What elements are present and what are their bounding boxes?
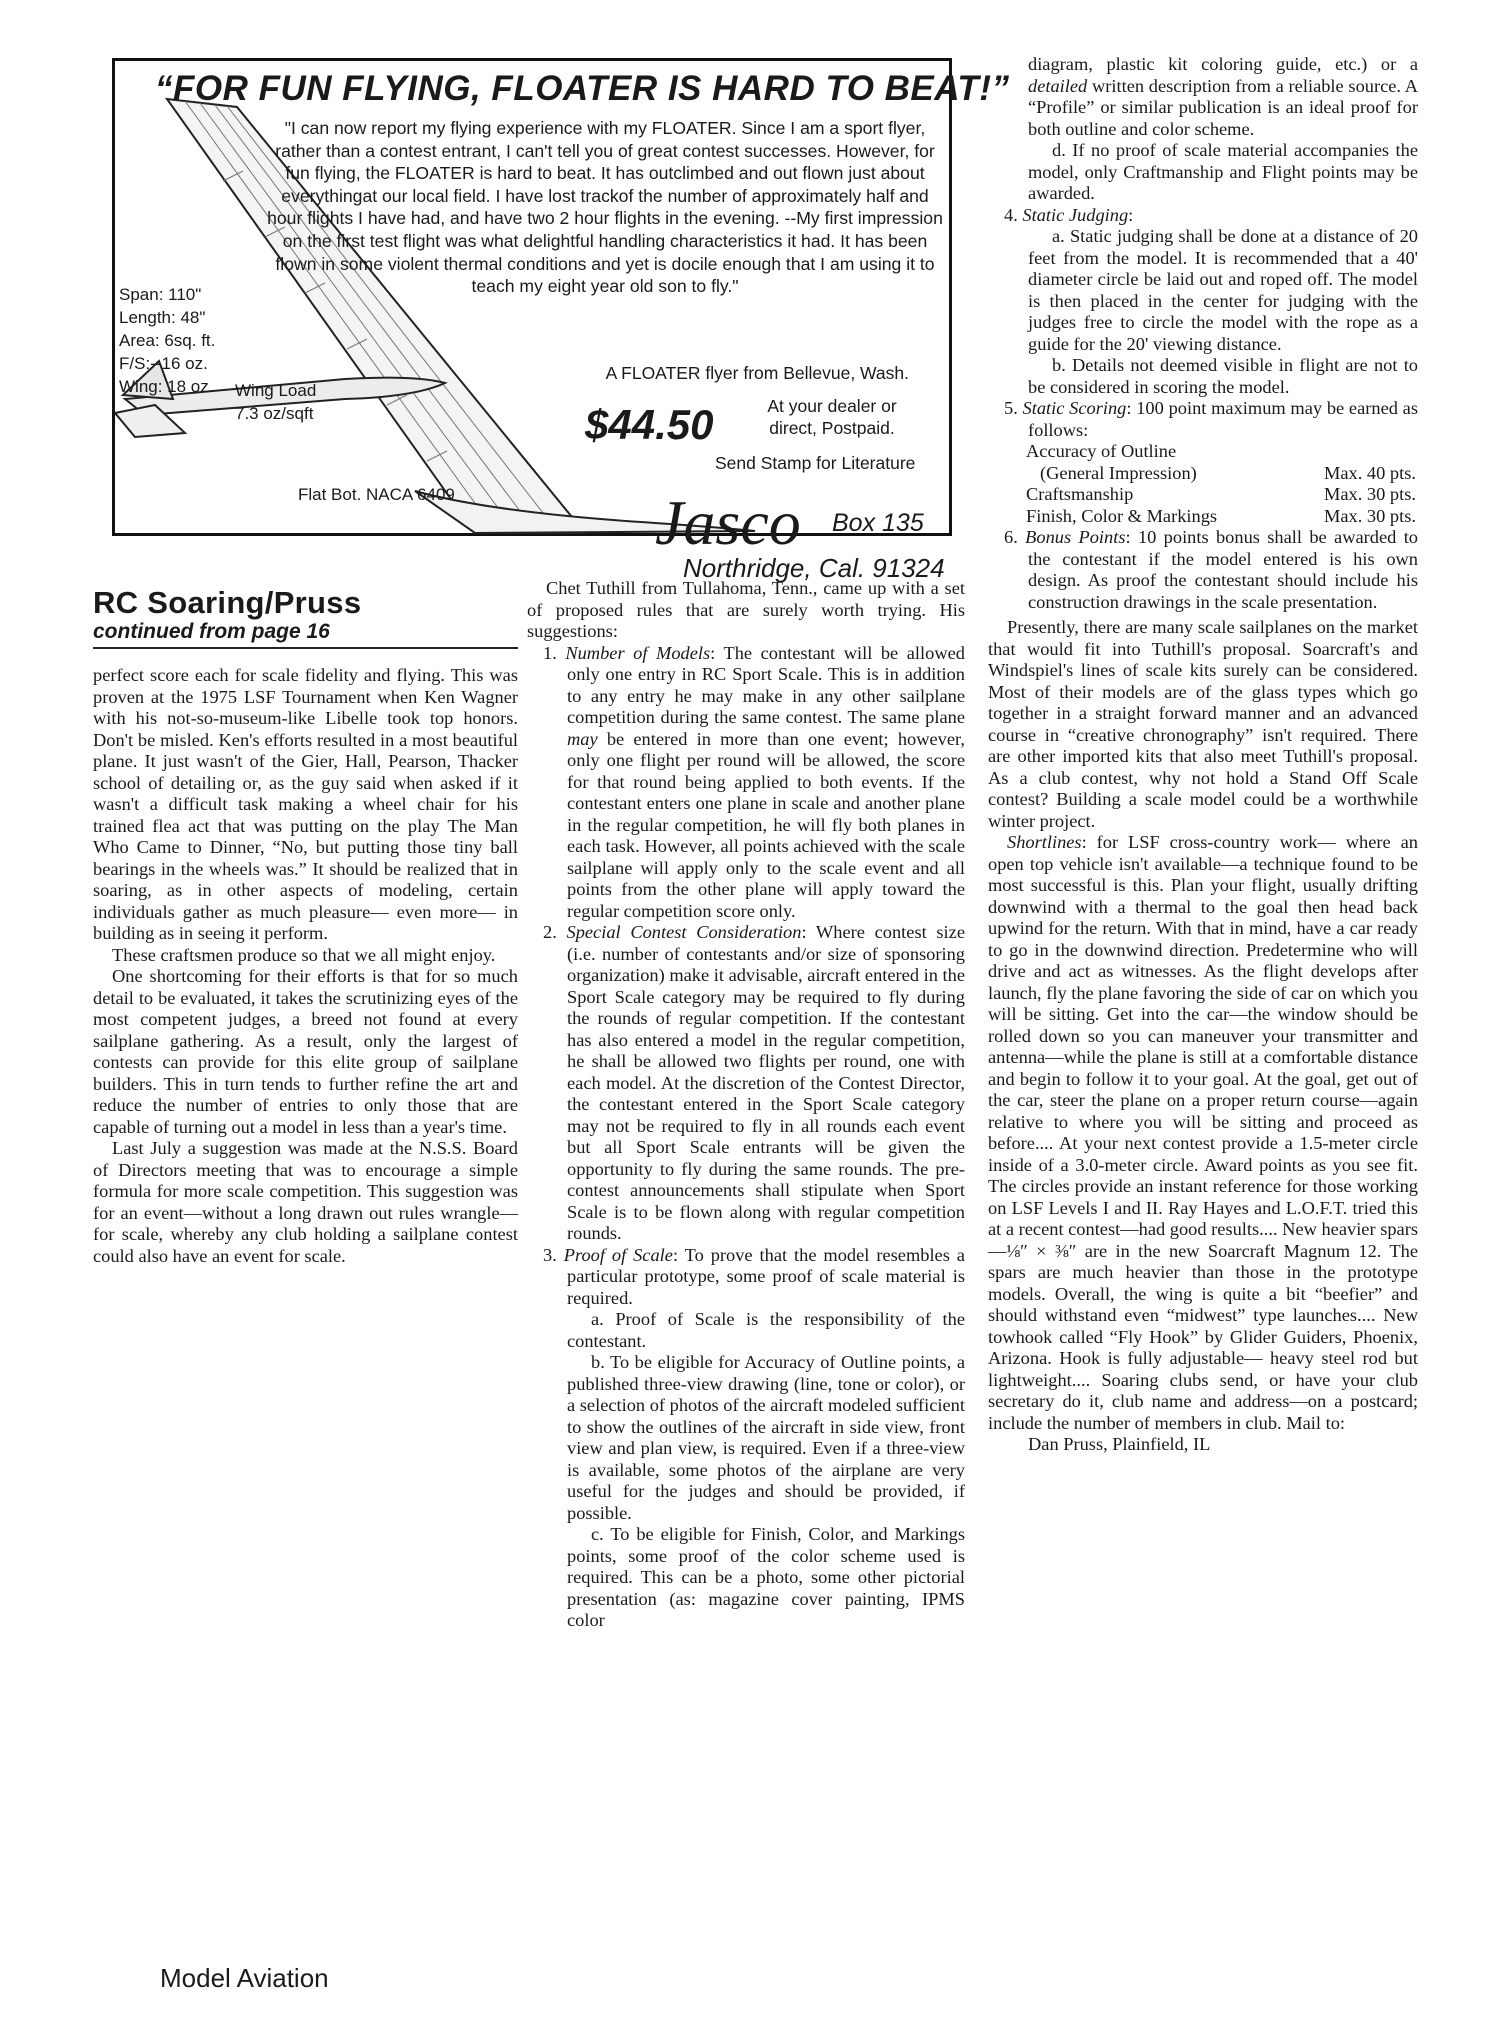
ad-headline: “FOR FUN FLYING, FLOATER IS HARD TO BEAT!”	[155, 69, 1010, 108]
author-signature: Dan Pruss, Plainfield, IL	[1028, 1434, 1211, 1454]
spec-area: Area: 6sq. ft.	[119, 331, 216, 350]
score-label: (General Impression)	[1040, 462, 1197, 483]
rule-1	[527, 643, 965, 923]
rule-5-text: : 100 point maximum may be earned as follows:	[1028, 398, 1418, 440]
spec-fs: F/S:--16 oz.	[119, 354, 208, 373]
score-value: Max. 30 pts.	[1324, 484, 1416, 504]
rule-3d: d. If no proof of scale material accompanies the model, only Craftmanship and Flight points may be awarded.	[1028, 140, 1418, 203]
score-row	[988, 506, 1418, 528]
section-subtitle: continued from page 16	[93, 620, 330, 643]
rule-3c-detailed: detailed	[1028, 75, 1088, 96]
ad-testimonial-attribution: A FLOATER flyer from Bellevue, Wash.	[605, 363, 909, 383]
score-row	[988, 441, 1418, 463]
column-1	[93, 665, 518, 1267]
rule-1-number: 1.	[543, 642, 557, 663]
ad-airfoil: Flat Bot. NACA 6409	[298, 485, 455, 504]
col2-intro: Chet Tuthill from Tullahoma, Tenn., came up with a set of proposed rules that are surely worth trying. His suggestions:	[527, 578, 965, 641]
rule-3a: a. Proof of Scale is the responsibility of the contestant.	[567, 1309, 965, 1351]
shortlines-title: Shortlines	[1007, 832, 1082, 852]
wing-load-label: Wing Load	[235, 381, 317, 400]
ad-stamp-note: Send Stamp for Literature	[715, 453, 916, 473]
rule-4b: b. Details not deemed visible in flight are not to be considered in scoring the model.	[1028, 355, 1418, 397]
rule-4-title: Static Judging	[1022, 204, 1129, 225]
column-3	[988, 54, 1418, 1456]
rule-4-number: 4.	[1004, 204, 1018, 225]
rule-5	[988, 398, 1418, 441]
rule-3-number: 3.	[543, 1244, 557, 1265]
ad-box-number: Box 135	[832, 509, 924, 537]
rule-6-text: : 10 points bonus shall be awarded to the contestant if the model entered is his own design. As proof the contestant should include his construction drawings in the scale presentation.	[1028, 527, 1418, 612]
rule-6-title: Bonus Points	[1025, 527, 1126, 547]
score-value: Max. 30 pts.	[1324, 505, 1416, 526]
rule-5-title: Static Scoring	[1022, 398, 1127, 418]
rule-3-text: : To prove that the model resembles a particular prototype, some proof of scale material is required.	[567, 1244, 965, 1308]
ad-brand-logo: Jasco	[655, 487, 801, 558]
ad-specs	[119, 283, 215, 398]
ad-price: $44.50	[585, 401, 714, 448]
score-value: Max. 40 pts.	[1324, 462, 1416, 483]
score-label: Craftsmanship	[1026, 484, 1134, 504]
rule-2-title: Special Contest Consideration	[566, 922, 802, 942]
col1-paragraph-2: These craftsmen produce so that we all might enjoy.	[112, 944, 496, 965]
score-row	[988, 484, 1418, 506]
rule-2	[527, 922, 965, 1245]
column-2	[527, 578, 965, 1632]
rule-1-text-b: be entered in more than one event; however, only one flight per round will be allowed, the score for that round being applied to both events. If the contestant enters one plane in scale and another plane in the regular competition, he will fly both planes in each task. However, all points achieved with the scale sailplane will apply only to the scale event and all points from the other plane will apply toward the regular competition score only.	[567, 728, 965, 921]
ad-testimonial: "I can now report my flying experience with my FLOATER. Since I am a sport flyer, rather than a contest entrant, I can't tell you of great contest successes. However, for fun flying, the FLOATER is hard to beat. It has outclimbed and out flown just about everythingat our local field. I have lost trackof the number of approximately half and hour flights I have had, and have two 2 hour flights in the evening. --My first impression on the first test flight was what delightful handling characteristics it had. It has been flown in some violent thermal conditions and yet is docile enough that I am using it to teach my eight year old son to fly."	[267, 118, 943, 297]
col1-paragraph-1: perfect score each for scale fidelity and flying. This was proven at the 1975 LSF Tournament when Ken Wagner with his not-so-museum-like Libelle took top honors. Don't be misled. Ken's efforts resulted in a most beautiful plane. It just wasn't of the Gier, Hall, Pearson, Thacker school of detailing or, as the guy said when asked if it wasn't a difficult task making a wheel chair for his trained flea act that was putting on the play The Man Who Came to Dinner, “No, but putting those tiny ball bearings in the wheels was.” It should be realized that in soaring, as in other aspects of modeling, certain individuals gather as much pleasure— even more— in building as in seeing it perform.	[93, 665, 518, 943]
rule-4a: a. Static judging shall be done at a distance of 20 feet from the model. It is recommended that a 40' diameter circle be laid out and roped off. The model is then placed in the center for judging with the judges free to circle the model with the rope as a guide for the 20' viewing distance.	[1028, 226, 1418, 354]
spec-length: Length: 48"	[119, 308, 206, 327]
rule-1-text-a: : The contestant will be allowed only one entry in RC Sport Scale. This is in addition to any entry he may make in any other sailplane competition during the same contest. The same plane	[567, 642, 965, 727]
rule-2-number: 2.	[543, 922, 557, 942]
rule-4: 4. Static Judging:	[1004, 204, 1134, 225]
rule-3-title: Proof of Scale	[563, 1244, 673, 1265]
rule-3b: b. To be eligible for Accuracy of Outline points, a published three-view drawing (line, tone or color), or a selection of photos of the aircraft modeled sufficient to show the outlines of the aircraft in side view, front view and plan view, is required. Even if a three-view is available, some photos of the airplane are very useful for the judges and should be provided, if possible.	[567, 1352, 965, 1523]
ad-wing-load	[235, 379, 316, 425]
rule-3c-cont-a: diagram, plastic kit coloring guide, etc.) or a	[1028, 54, 1418, 74]
score-label: Accuracy of Outline	[1026, 441, 1177, 461]
score-label: Finish, Color & Markings	[1026, 505, 1218, 526]
rule-3c: c. To be eligible for Finish, Color, and Markings points, some proof of the color scheme used is required. This can be a photo, some other pictorial presentation (as: magazine cover painting, IPMS color	[567, 1524, 965, 1630]
rule-5-number: 5.	[1004, 398, 1018, 418]
score-row	[988, 463, 1418, 485]
dealer-line-2: direct, Postpaid.	[769, 418, 895, 438]
wing-load-value: 7.3 oz/sqft	[235, 404, 314, 423]
dealer-line-1: At your dealer or	[767, 396, 897, 416]
spec-span: Span: 110"	[119, 285, 202, 304]
rule-1-may: may	[567, 728, 598, 749]
rule-3c-cont-b: written description from a reliable source. A “Profile” or similar publication is an ideal proof for both outline and color scheme.	[1028, 75, 1418, 139]
section-rule	[93, 647, 518, 649]
magazine-footer: Model Aviation	[160, 1963, 329, 1993]
col1-paragraph-4: Last July a suggestion was made at the N.S.S. Board of Directors meeting that was to encourage a simple formula for more scale competition. This suggestion was for an event—without a long drawn out rules wrangle—for scale, whereby any club holding a sailplane contest could also have an event for scale.	[93, 1138, 518, 1266]
rule-3c-continued	[988, 54, 1418, 140]
floater-advertisement	[112, 58, 1010, 583]
rule-6	[988, 527, 1418, 613]
ad-address: Northridge, Cal. 91324	[683, 553, 945, 583]
shortlines-text: : for LSF cross-country work— where an open top vehicle isn't available—a technique found to be most successful is this. Plan your flight, usually drifting downwind with a thermal to the goal then head back upwind for the return. With that in mind, have a car ready to go in the downwind direction. Predetermine who will drive and act as witnesses. As the flight develops after launch, fly the plane favoring the side of car on which you will be sitting. Get into the car—the window should be rolled down so you can maneuver your transmitter and antenna—while the plane is still at a comfortable distance and begin to follow it to your goal. At the goal, get out of the car, steer the plane on a proper return course—again relative to where you will be sitting and proceed as before.... At your next contest provide a 1.5-meter circle inside of a 3.0-meter circle. Award points as you see fit. The circles provide an instant reference for those working on LSF Levels I and II. Ray Hayes and L.O.F.T. tried this at a recent contest—had good results.... New heavier spars—⅛″ × ⅜″ are in the new Soarcraft Magnum 12. The spars are much heavier than those in the prototype models. Overall, the wing is quite a bit “beefier” and should withstand even “midwest” type launches.... New towhook called “Fly Hook” by Glider Guiders, Phoenix, Arizona. Hook is fully adjustable— heavy steel rod but lightweight.... Soaring clubs send, or have your club secretary do it, club name and address—on a postcard; include the number of members in club. Mail to:	[988, 832, 1418, 1433]
section-title: RC Soaring/Pruss	[93, 585, 362, 620]
col3-shortlines-paragraph	[988, 832, 1418, 1434]
ad-dealer	[757, 395, 907, 439]
rule-3	[527, 1245, 965, 1310]
rule-6-number: 6.	[1004, 527, 1018, 547]
col3-presently-paragraph: Presently, there are many scale sailplanes on the market that would fit into Tuthill's proposal. Soarcraft's and Windspiel's lines of scale kits surely can be considered. Most of their models are of the glass types which go together in a straight forward manner and an advanced course in “creative chronography” isn't required. There are other imported kits that also meet Tuthill's proposal. As a club contest, why not hold a Stand Off Scale contest? Building a scale model could be a worthwhile winter project.	[988, 617, 1418, 831]
rule-1-title: Number of Models	[565, 642, 711, 663]
score-table	[988, 441, 1418, 527]
col1-paragraph-3: One shortcoming for their efforts is that for so much detail to be evaluated, it takes the scrutinizing eyes of the most competent judges, a breed not found at every sailplane gathering. As a result, only the largest of contests can provide for this elite group of sailplane builders. This in turn tends to further refine the art and reduce the number of entries to only those that are capable of turning out a model in less than a year's time.	[93, 966, 518, 1137]
rule-2-text: : Where contest size (i.e. number of contestants and/or size of sponsoring organization) make it advisable, aircraft entered in the Sport Scale category may be required to fly during the rounds of regular competition. If the contestant has also entered a model in the regular competition, he shall be allowed two flights per round, one with each model. At the discretion of the Contest Director, the contestant entered in the Sport Scale category may not be required to fly in all rounds each event but all Sport Scale entrants will be given the opportunity to fly during the same rounds. The pre-contest announcements shall stipulate when Sport Scale is to be flown along with regular competition rounds.	[567, 922, 965, 1243]
spec-wing: Wing: 18 oz.	[119, 377, 214, 396]
